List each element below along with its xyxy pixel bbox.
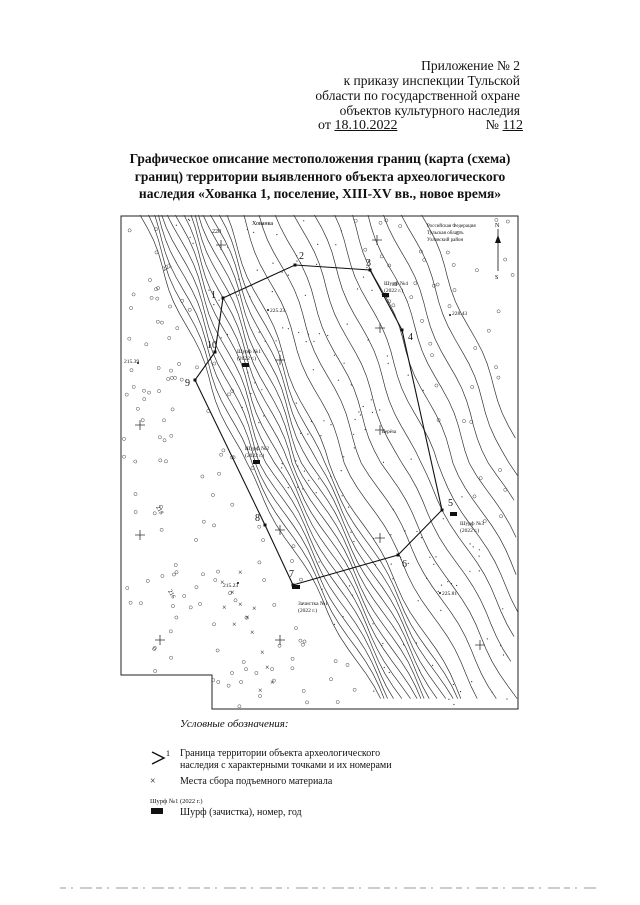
map-frame (121, 216, 518, 709)
boundary-point-number: 3 (366, 258, 371, 269)
legend (150, 718, 480, 823)
boundary-map (120, 215, 520, 710)
boundary-point-number: 4 (408, 332, 413, 343)
pit-4-label: Шурф №4 (384, 281, 408, 287)
north-arrow-icon (495, 223, 501, 281)
region-labels (427, 224, 476, 243)
boundary-point-number: 8 (255, 513, 260, 524)
find-marker: × (238, 568, 243, 577)
find-marker: × (260, 648, 265, 657)
scan-artifact (60, 886, 600, 890)
legend-pit (150, 807, 480, 819)
south-label: S (495, 275, 499, 281)
find-marker: × (245, 613, 250, 622)
find-marker: × (222, 603, 227, 612)
pit-2-label: Шурф №2 (245, 446, 269, 452)
elevation-1: 225.23 (270, 308, 286, 314)
finds-text: Места сбора подъемного материала (180, 776, 333, 787)
elevation-2: 228.43 (452, 311, 468, 317)
order-number (486, 118, 523, 134)
contour-values (154, 229, 221, 600)
pit-1-symbol (242, 363, 249, 367)
number-value: 112 (502, 118, 523, 133)
pit-3-year: (2022 г.) (460, 528, 480, 534)
elevation-5: 225.81 (442, 591, 458, 597)
pit-1-year: (2022 г.) (237, 356, 257, 362)
find-marker: × (252, 604, 257, 613)
boundary-point-number: 1 (211, 290, 216, 301)
find-marker: × (250, 628, 255, 637)
order-date (318, 118, 397, 134)
find-marker: × (238, 600, 243, 609)
boundary-point-number: 10 (207, 340, 217, 351)
boundary-point-number: 5 (448, 498, 453, 509)
boundary-symbol-icon (150, 748, 180, 769)
trench-1-symbol (292, 585, 300, 589)
document-title (90, 150, 550, 203)
tree-label: Берёза (382, 430, 397, 435)
boundary-text-2: наследия с характерными точками и их номерами (180, 760, 392, 771)
pit-3-symbol (450, 512, 457, 516)
boundary-text-1: Граница территории объекта археологического (180, 748, 381, 759)
contour-label-2: 222 (162, 263, 173, 273)
pit-symbol-icon (150, 807, 180, 818)
contour-label-1: 220 (212, 229, 221, 235)
from-label: от (318, 118, 331, 133)
appendix-header (220, 58, 520, 118)
legend-title: Условные обозначения: (180, 718, 289, 730)
title-line-1: Графическое описание местоположения границ (карта (схема) (129, 151, 511, 166)
appendix-line-1: Приложение № 2 (421, 58, 520, 73)
boundary-symbol-number: 1 (166, 749, 170, 758)
number-label: № (485, 118, 500, 133)
appendix-line-4: объектов культурного наследия (339, 103, 520, 118)
contour-label-3: 216 (166, 589, 176, 600)
boundary-point-number: 9 (185, 378, 190, 389)
pit-2-symbol (253, 460, 260, 464)
pit-4-year: (2022 г.) (384, 288, 404, 294)
finds-cross-icon: × (150, 776, 156, 787)
region-label-1: Российская Федерация (427, 224, 476, 229)
pit-1-label: Шурф №1 (237, 349, 261, 355)
contour-lines (140, 215, 518, 699)
find-marker: × (230, 588, 235, 597)
legend-finds (150, 776, 480, 788)
find-marker: × (220, 578, 225, 587)
pit-3-label: Шурф №3 (460, 521, 484, 527)
north-label: N (495, 223, 500, 229)
boundary-point-number: 7 (289, 569, 294, 580)
appendix-line-3: области по государственной охране (315, 88, 520, 103)
boundary-point-number: 6 (402, 559, 407, 570)
find-marker: × (270, 678, 275, 687)
title-line-2: границ) территории выявленного объекта археологического (134, 168, 506, 184)
pit-example-label: Шурф №1 (2022 г.) (150, 798, 203, 805)
appendix-line-2: к приказу инспекции Тульской (343, 73, 520, 88)
find-marker: × (265, 663, 270, 672)
elevation-3: 215.39 (124, 359, 140, 365)
pit-2-year: (2022 г.) (245, 453, 265, 459)
title-line-3: наследия «Хованка 1, поселение, XIII-XV вв., новое время» (138, 186, 502, 201)
order-date-number (318, 118, 523, 134)
settlement-label: Хованка (252, 221, 274, 227)
boundary-point-number: 2 (299, 251, 304, 262)
find-marker: × (232, 620, 237, 629)
find-marker: × (258, 686, 263, 695)
legend-boundary (150, 748, 480, 772)
boundary-line (195, 265, 442, 585)
region-label-3: Узловский район (427, 238, 464, 243)
date-value: 18.10.2022 (334, 118, 398, 133)
contour-label-4: 218 (154, 505, 164, 516)
pit-text: Шурф (зачистка), номер, год (180, 807, 302, 818)
trench-1-label: Зачистка №1 (298, 601, 328, 607)
trench-1-year: (2022 г.) (298, 608, 318, 614)
elevation-4: 215.23 (223, 583, 239, 589)
region-label-2: Тульская область (427, 231, 464, 236)
